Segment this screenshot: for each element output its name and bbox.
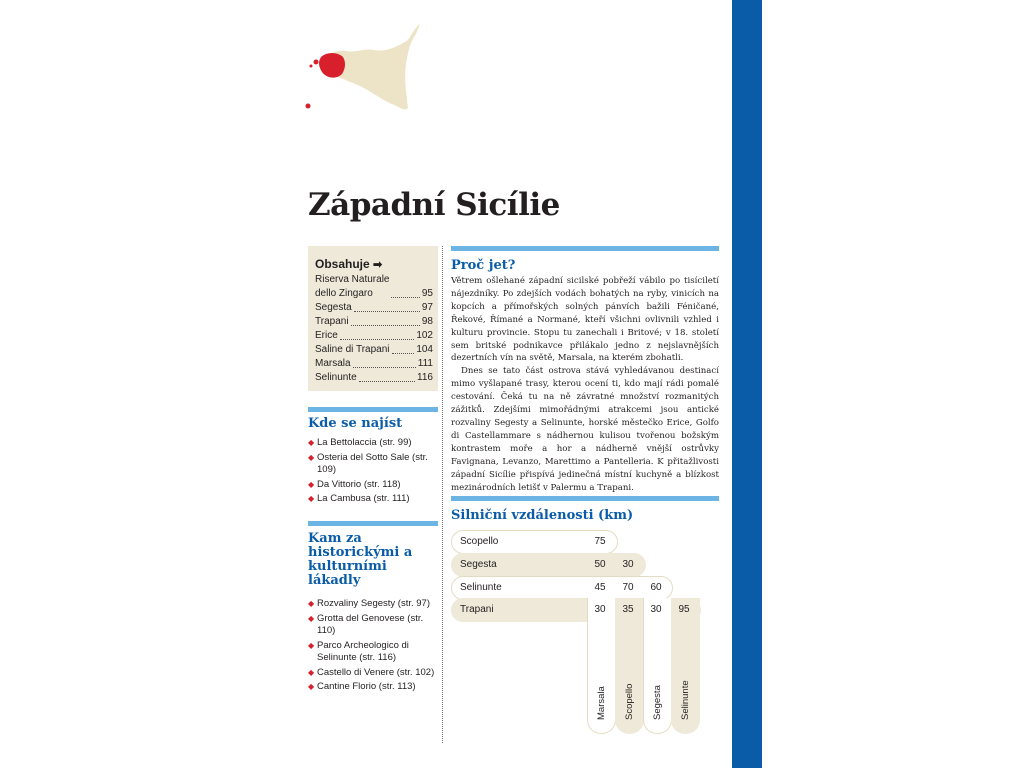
- location-pin-icon: ◆: [308, 479, 315, 489]
- list-item[interactable]: ◆ La Bettolaccia (str. 99): [308, 437, 412, 448]
- blue-edge-bar: [732, 0, 762, 768]
- sicily-locator-map: [300, 20, 430, 120]
- toc-item-label: Selinunte: [315, 372, 357, 383]
- sights-list: [308, 598, 440, 696]
- distance-value: 35: [622, 604, 634, 615]
- toc-item[interactable]: [315, 357, 433, 371]
- location-pin-icon: ◆: [308, 494, 315, 503]
- list-item[interactable]: ◆ Grotta del Genovese (str. 110): [308, 612, 424, 636]
- distance-value: 95: [678, 604, 690, 615]
- distance-value: 30: [594, 604, 606, 615]
- contents-heading: [315, 257, 382, 271]
- location-pin-icon: ◆: [308, 682, 315, 691]
- contents-box: [308, 246, 438, 391]
- toc-item-label: Erice: [315, 330, 338, 341]
- egadi-island-marker: [314, 60, 319, 65]
- section-rule: [308, 407, 438, 412]
- toc-leader-dots: [392, 353, 415, 354]
- toc-item-label: Trapani: [315, 316, 349, 327]
- list-item[interactable]: ◆ Da Vittorio (str. 118): [308, 478, 401, 490]
- distance-col-label: Scopello: [624, 683, 635, 720]
- sights-heading: Kam za historickými a kulturními lákadly: [308, 531, 413, 588]
- list-item[interactable]: ◆ Rozvaliny Segesty (str. 97): [308, 598, 430, 609]
- toc-leader-dots: [391, 297, 419, 298]
- distance-value: 45: [594, 582, 606, 593]
- distance-row-label: Selinunte: [460, 582, 502, 593]
- toc-leader-dots: [354, 311, 420, 312]
- contents-heading-label: Obsahuje: [315, 257, 370, 271]
- distance-value: 60: [650, 582, 662, 593]
- distance-value: 70: [622, 582, 634, 593]
- distance-row-label: Trapani: [460, 604, 494, 615]
- toc-item[interactable]: [315, 301, 433, 315]
- arrow-right-icon: ➡: [373, 259, 383, 271]
- toc-item[interactable]: [315, 315, 433, 329]
- toc-item-label: Saline di Trapani: [315, 344, 390, 355]
- list-item[interactable]: ◆ Cantine Florio (str. 113): [308, 681, 416, 692]
- location-pin-icon: ◆: [308, 438, 315, 447]
- toc-leader-dots: [351, 325, 420, 326]
- toc-item-page: 102: [416, 330, 433, 341]
- distance-col-label: Selinunte: [680, 680, 691, 720]
- distance-row-label: Scopello: [460, 536, 499, 547]
- list-item[interactable]: ◆ Parco Archeologico di Selinunte (str. 116): [308, 639, 409, 663]
- why-paragraph: Dnes se tato část ostrova stává vyhledávanou destinací mimo vyšlapané trasy, kterou ocení ti, kdo mají rádi pomalé cestování. Čeká tu na ně závratné množství rozmanitých zážitků. Zdejšími mimořádnými atrakcemi jsou antické rozvaliny Segesty a Selinunte, horské městečko Erice, Golfo di Castellammare s nádhernou kulisou tvořenou božským kontrastem moře a hor a nádherně vnější ostrůvky Favignana, Levanzo, Marettimo a Pantelleria. K přitažlivosti západní Sicílie přispívá jedinečná místní kuchyně a blízkost mezinárodních letišť v Palermu a Trapani.: [451, 366, 719, 493]
- toc-leader-dots: [340, 339, 415, 340]
- toc-item[interactable]: [315, 273, 433, 301]
- toc-item-page: 95: [421, 288, 433, 299]
- location-pin-icon: ◆: [308, 613, 315, 623]
- column-divider: [442, 246, 443, 743]
- page-title: Západní Sicílie: [308, 187, 560, 223]
- section-rule: [451, 496, 719, 501]
- list-item[interactable]: ◆ La Cambusa (str. 111): [308, 493, 410, 504]
- distance-table: [451, 530, 721, 736]
- toc-item-page: 98: [421, 316, 433, 327]
- list-item[interactable]: ◆ Osteria del Sotto Sale (str. 109): [308, 451, 428, 475]
- toc-item-page: 97: [421, 302, 433, 313]
- eat-heading: Kde se najíst: [308, 416, 403, 431]
- toc-leader-dots: [359, 381, 415, 382]
- distances-heading: Silniční vzdálenosti (km): [451, 508, 634, 523]
- distance-value: 75: [594, 536, 606, 547]
- location-pin-icon: ◆: [308, 599, 315, 608]
- toc-item[interactable]: [315, 343, 433, 357]
- location-pin-icon: ◆: [308, 452, 315, 462]
- toc-item-label: Marsala: [315, 358, 351, 369]
- distance-value: 30: [622, 559, 634, 570]
- marettimo-island-marker: [310, 65, 313, 68]
- distance-value: 50: [594, 559, 606, 570]
- section-rule: [451, 246, 719, 251]
- location-pin-icon: ◆: [308, 667, 315, 677]
- toc-item[interactable]: [315, 329, 433, 343]
- distance-row-label: Segesta: [460, 559, 497, 570]
- why-body: [451, 275, 719, 494]
- western-sicily-highlight: [319, 53, 345, 78]
- toc-item[interactable]: [315, 371, 433, 385]
- eat-list: [308, 437, 440, 508]
- pantelleria-island-marker: [306, 104, 311, 109]
- distance-col-label: Segesta: [652, 685, 663, 720]
- toc-item-label: Segesta: [315, 302, 352, 313]
- toc-item-page: 116: [417, 372, 433, 383]
- section-rule: [308, 521, 438, 526]
- list-item[interactable]: ◆ Castello di Venere (str. 102): [308, 666, 435, 678]
- why-paragraph: Větrem ošlehané západní sicilské pobřeží vábilo po tisíciletí nájezdníky. Po zdejších vodách bohatých na ryby, vinicích na kopcích a přímořských solných pánvích bažili Féničané, Řekové, Římané a Normané, kteří všichni ovlivnili vzhled i kulturu provincie. Stopu tu zanechali i Britové; v 18. století sem britské podnikavce přilákalo jedno z nejslavnějších dezertních vín na světě, Marsala, na kterém zbohatli.: [451, 276, 719, 364]
- toc-item-page: 104: [416, 344, 433, 355]
- contents-list: [315, 273, 433, 385]
- location-pin-icon: ◆: [308, 640, 315, 650]
- distance-col-label: Marsala: [596, 686, 607, 720]
- toc-leader-dots: [353, 367, 416, 368]
- toc-item-label: Riserva Naturale dello Zingaro: [315, 274, 390, 299]
- why-heading: Proč jet?: [451, 258, 516, 273]
- distance-value: 30: [650, 604, 662, 615]
- toc-item-page: 111: [417, 358, 433, 369]
